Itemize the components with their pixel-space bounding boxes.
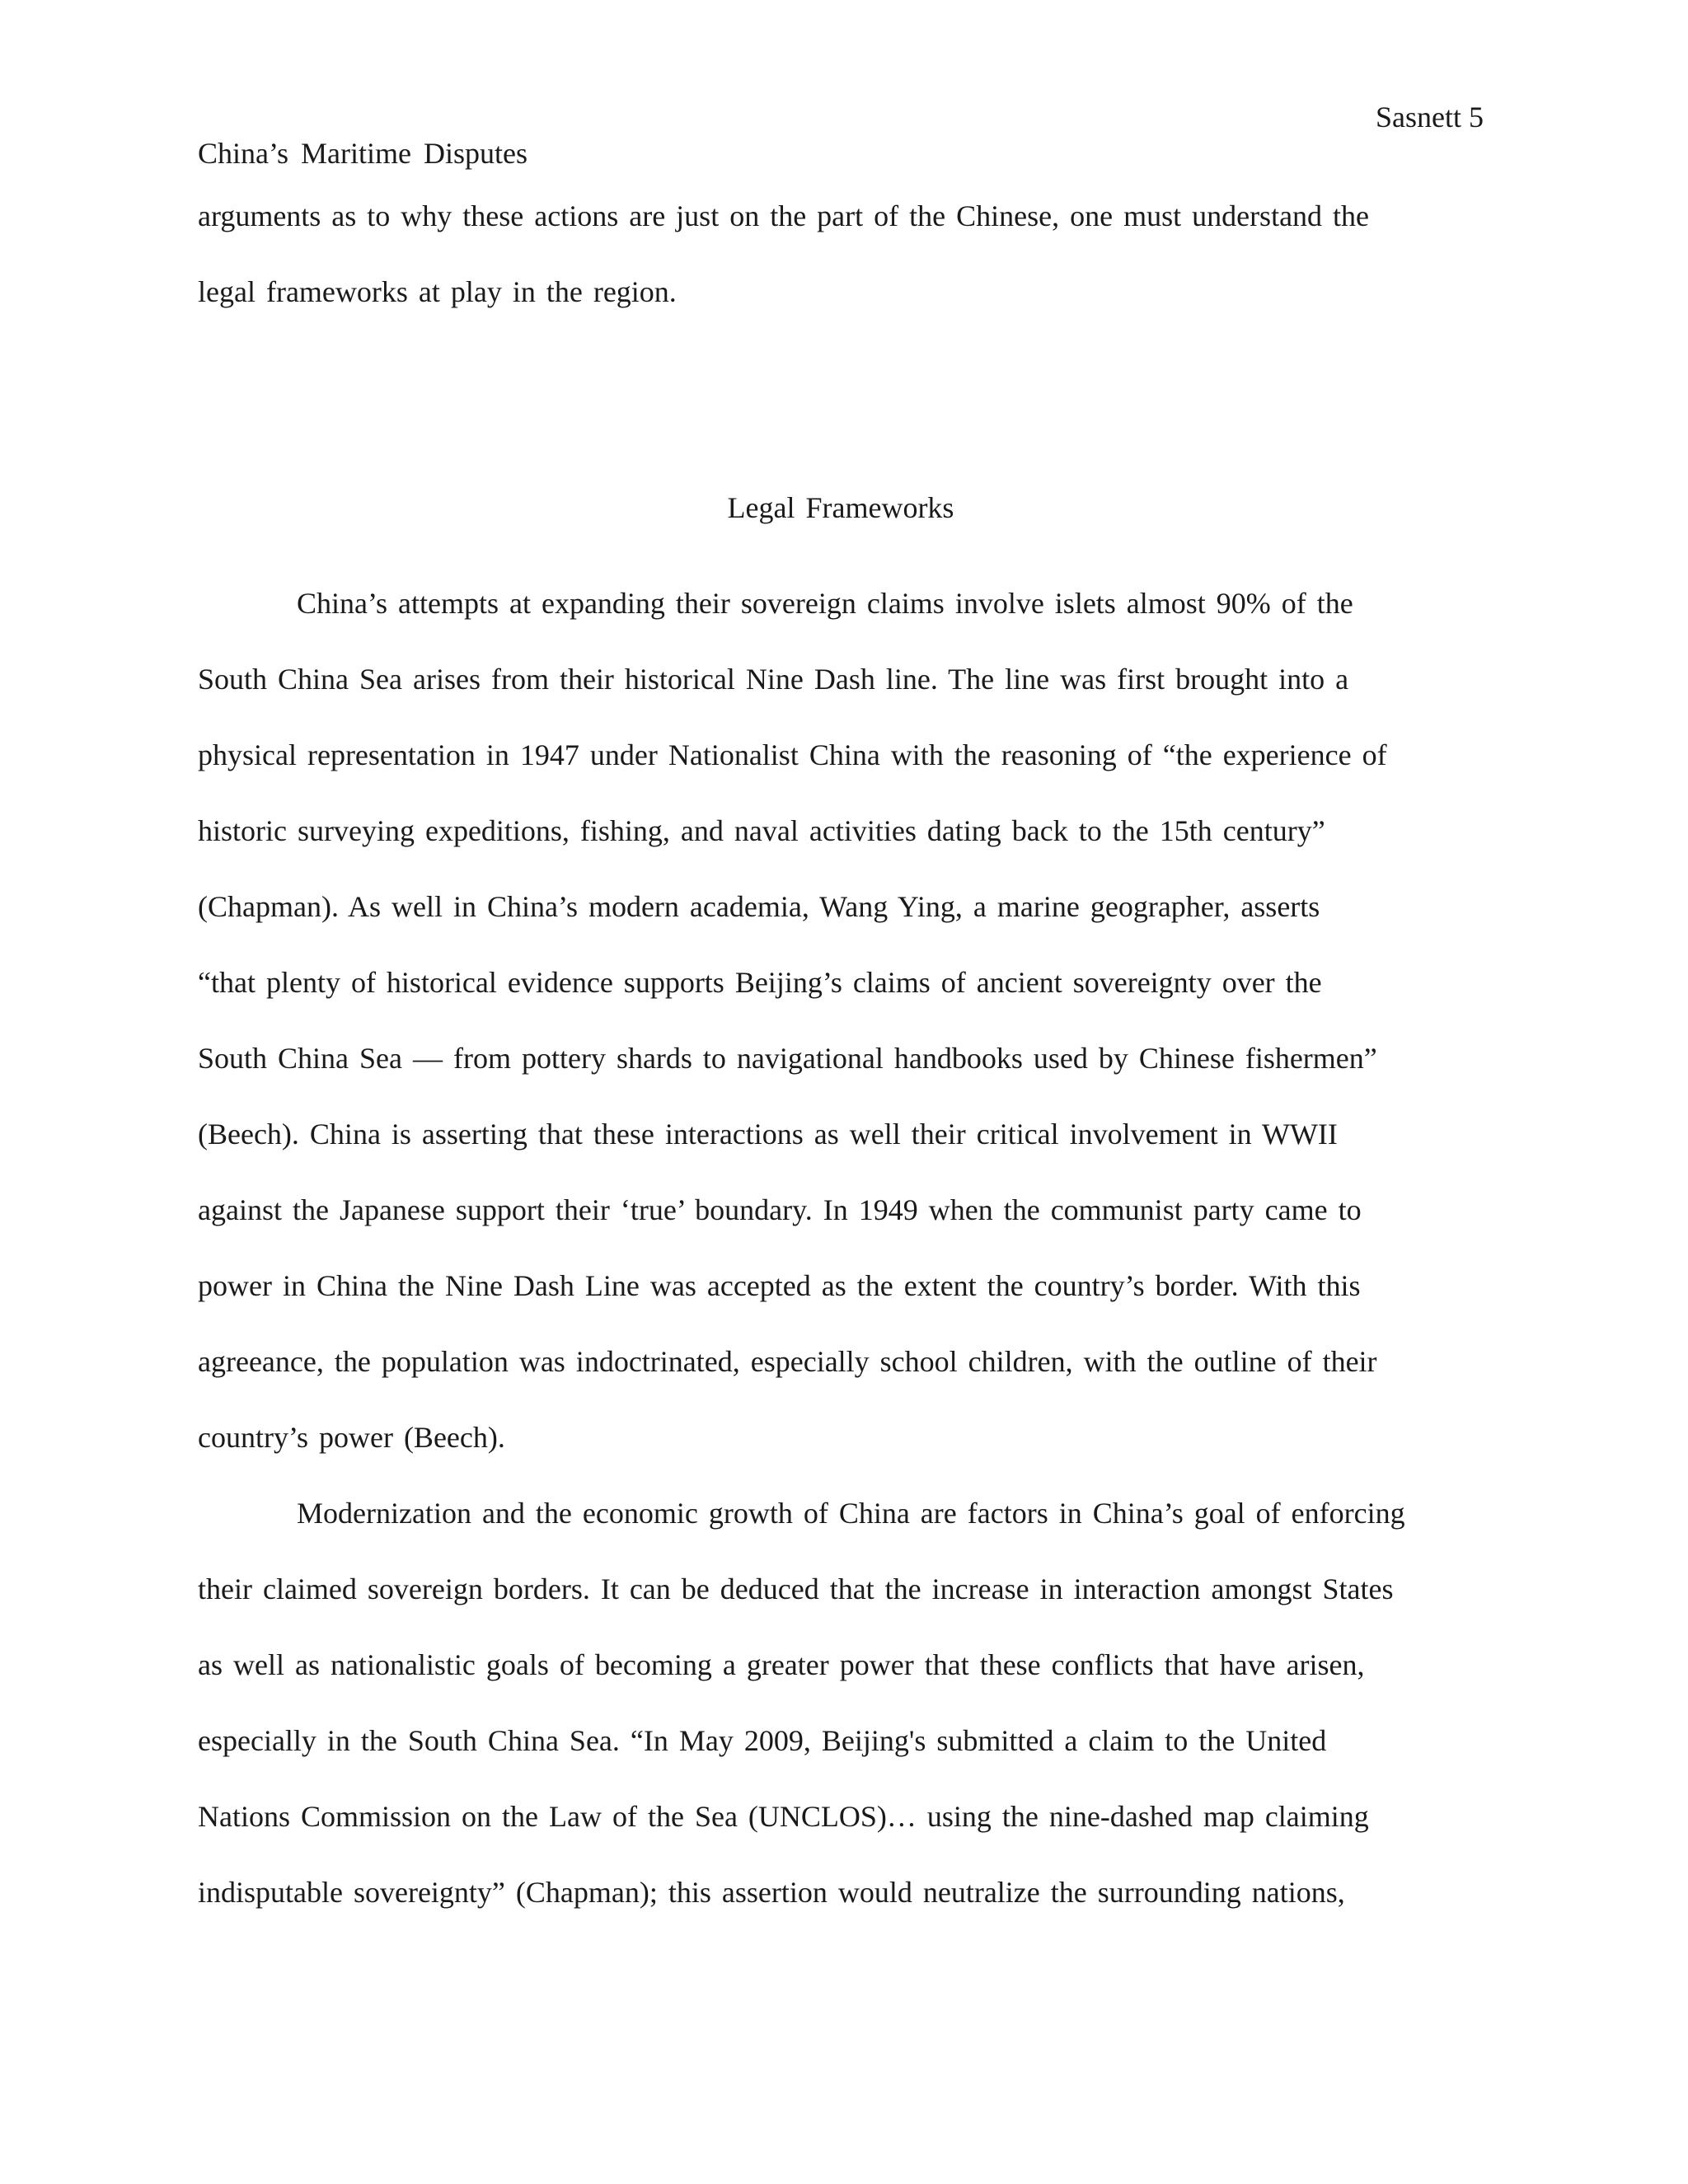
text-line: arguments as to why these actions are just on the part of the Chinese, one must understand the	[198, 199, 1370, 232]
document-body	[198, 196, 1484, 1948]
text-line: China’s attempts at expanding their sovereign claims involve islets almost 90% of the	[297, 587, 1353, 620]
text-line: legal frameworks at play in the region.	[198, 275, 677, 308]
text-line: power in China the Nine Dash Line was accepted as the extent the country’s border. With this	[198, 1269, 1361, 1302]
text-line: (Beech). China is asserting that these interactions as well their critical involvement in WWII	[198, 1118, 1338, 1151]
running-title: China’s Maritime Disputes	[198, 137, 528, 170]
text-line: South China Sea arises from their historical Nine Dash line. The line was first brought into a	[198, 663, 1349, 696]
text-line: against the Japanese support their ‘true’ boundary. In 1949 when the communist party came to	[198, 1193, 1362, 1226]
text-line: historic surveying expeditions, fishing, and naval activities dating back to the 15th century”	[198, 814, 1325, 847]
text-line: country’s power (Beech).	[198, 1421, 505, 1454]
text-line: especially in the South China Sea. “In May 2009, Beijing's submitted a claim to the United	[198, 1724, 1327, 1757]
text-line: (Chapman). As well in China’s modern academia, Wang Ying, a marine geographer, asserts	[198, 890, 1320, 923]
paragraph-1	[198, 583, 1484, 1493]
text-line: Modernization and the economic growth of China are factors in China’s goal of enforcing	[297, 1497, 1405, 1530]
text-line: as well as nationalistic goals of becoming a greater power that these conflicts that have arisen,	[198, 1648, 1365, 1681]
text-line: agreeance, the population was indoctrinated, especially school children, with the outline of their	[198, 1345, 1377, 1378]
section-spacer	[198, 348, 1484, 488]
section-heading: Legal Frameworks	[727, 491, 954, 524]
text-line: physical representation in 1947 under Nationalist China with the reasoning of “the experience of	[198, 738, 1387, 771]
text-line: indisputable sovereignty” (Chapman); this assertion would neutralize the surrounding nations,	[198, 1876, 1345, 1909]
page-number-header: Sasnett 5	[1376, 101, 1484, 134]
text-line: South China Sea — from pottery shards to navigational handbooks used by Chinese fishermen”	[198, 1042, 1377, 1075]
paragraph-2	[198, 1493, 1484, 1948]
text-line: “that plenty of historical evidence supports Beijing’s claims of ancient sovereignty over the	[198, 966, 1322, 999]
text-line: Nations Commission on the Law of the Sea (UNCLOS)… using the nine-dashed map claiming	[198, 1800, 1369, 1833]
text-line: their claimed sovereign borders. It can be deduced that the increase in interaction amongst States	[198, 1572, 1394, 1605]
